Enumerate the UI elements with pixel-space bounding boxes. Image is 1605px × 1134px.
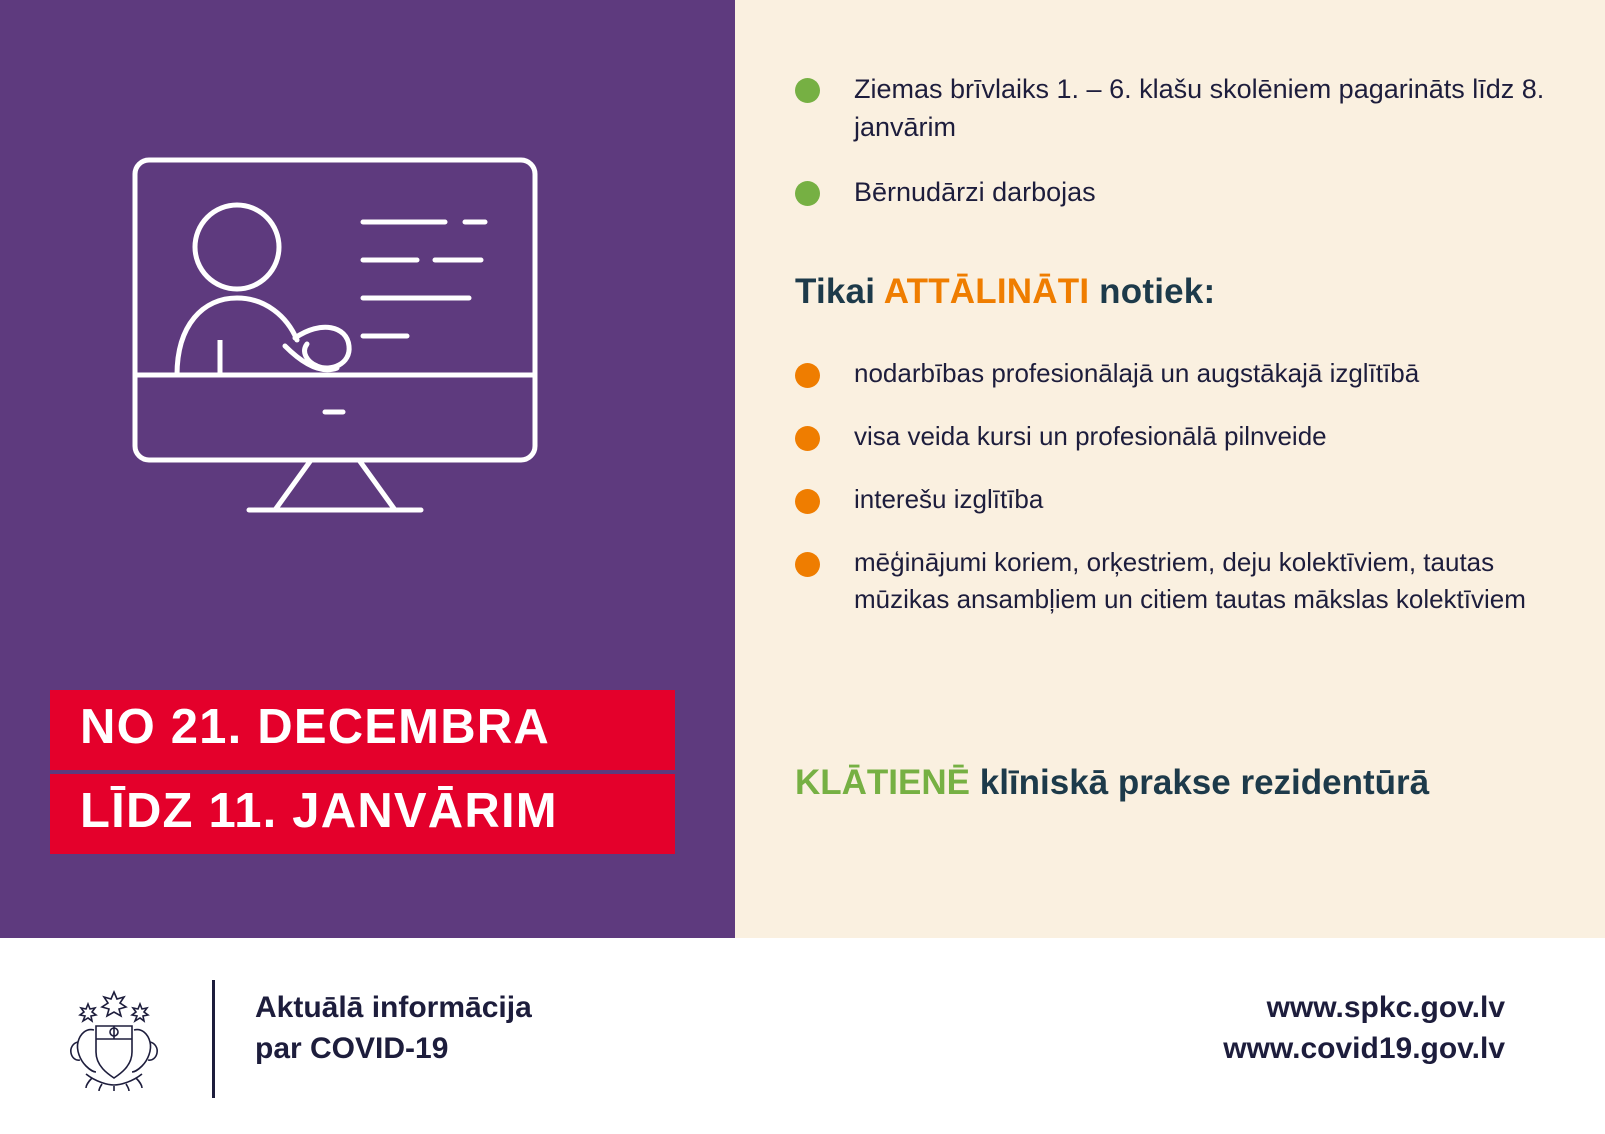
footer-urls: [1223, 988, 1505, 1069]
remote-heading-highlight: ATTĀLINĀTI: [883, 272, 1090, 311]
latvia-coat-of-arms-icon: [58, 986, 170, 1092]
clinic-heading-rest: klīniskā prakse rezidentūrā: [970, 763, 1430, 802]
bullet-dot-icon: [795, 78, 820, 103]
bullet-label: Bērnudārzi darbojas: [854, 176, 1096, 207]
list-item: [795, 481, 1595, 518]
bullet-label: visa veida kursi un profesionālā pilnveide: [854, 420, 1327, 451]
clinic-heading-highlight: KLĀTIENĒ: [795, 763, 970, 802]
list-item: [795, 544, 1595, 618]
bullet-dot-icon: [795, 489, 820, 514]
remote-bullet-list: [795, 355, 1595, 644]
footer-divider: [212, 980, 215, 1098]
footer-text-line-1: Aktuālā informācija: [255, 991, 532, 1024]
list-item: [795, 418, 1595, 455]
bullet-dot-icon: [795, 426, 820, 451]
bullet-label: Ziemas brīvlaiks 1. – 6. klašu skolēniem pagarināts līdz 8. janvārim: [854, 74, 1545, 143]
spkc-url[interactable]: www.spkc.gov.lv: [1266, 991, 1505, 1024]
right-content-panel: [735, 0, 1605, 938]
bullet-dot-icon: [795, 363, 820, 388]
left-purple-panel: [0, 0, 735, 938]
footer-bar: [0, 938, 1605, 1134]
top-bullet-list: [795, 70, 1585, 237]
bullet-dot-icon: [795, 181, 820, 206]
footer-info-text: [255, 988, 532, 1069]
bullet-label: nodarbības profesionālajā un augstākajā izglītībā: [854, 358, 1420, 388]
date-line-from: NO 21. DECEMBRA: [50, 690, 675, 770]
remote-heading-before: Tikai: [795, 272, 884, 311]
list-item: [795, 355, 1595, 392]
remote-heading: [795, 272, 1215, 312]
covid19-url[interactable]: www.covid19.gov.lv: [1223, 1031, 1505, 1065]
list-item: [795, 173, 1585, 211]
list-item: [795, 70, 1585, 147]
bullet-dot-icon: [795, 552, 820, 577]
bullet-label: mēģinājumi koriem, orķestriem, deju kolektīviem, tautas mūzikas ansambļiem un citiem tautas mākslas kolektīviem: [854, 546, 1526, 614]
date-line-to: LĪDZ 11. JANVĀRIM: [50, 774, 675, 854]
date-banner: [50, 690, 675, 854]
bullet-label: interešu izglītība: [854, 483, 1044, 514]
person-at-computer-illustration: [125, 150, 585, 570]
remote-heading-after: notiek:: [1089, 272, 1216, 311]
clinic-heading: [795, 760, 1585, 806]
footer-text-line-2: par COVID-19: [255, 1031, 449, 1065]
